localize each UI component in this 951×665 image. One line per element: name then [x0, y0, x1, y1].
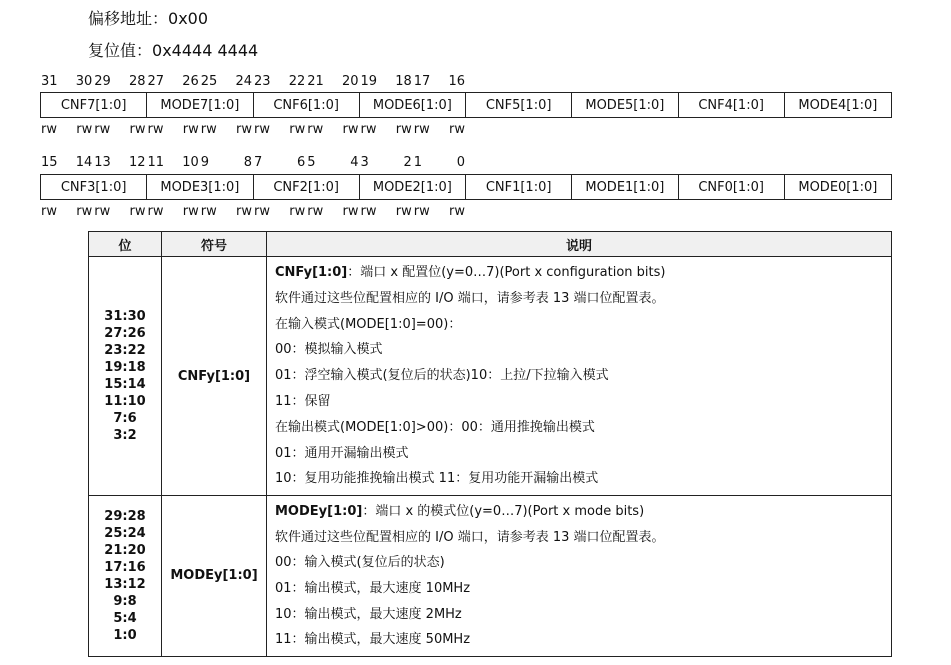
symbol-cell: CNFy[1:0]	[162, 257, 267, 496]
bit-range: 5:4	[113, 610, 137, 626]
bit-number: 9	[200, 155, 210, 170]
bit-number: 28	[128, 74, 146, 89]
bit-number: 16	[448, 74, 465, 89]
bit-range: 31:30	[104, 309, 146, 325]
bit-number: 11	[147, 155, 165, 170]
header-bits: 位	[89, 232, 162, 257]
description-line: 软件通过这些位配置相应的 I/O 端口，请参考表 13 端口位配置表。	[275, 290, 665, 306]
bit-number: 26	[182, 74, 199, 89]
lower-bit-numbers	[40, 155, 892, 170]
register-field: CNF1[1:0]	[466, 175, 572, 199]
header-symbol: 符号	[162, 232, 267, 257]
bit-range: 23:22	[104, 343, 146, 359]
bit-number: 6	[296, 155, 306, 170]
lower-access-row	[40, 204, 892, 219]
bit-number: 24	[235, 74, 252, 89]
description-line: 在输出模式(MODE[1:0]>00)：00：通用推挽输出模式	[275, 419, 595, 435]
access-type: rw	[182, 204, 199, 219]
bit-number: 13	[94, 155, 111, 170]
bit-number: 18	[395, 74, 412, 89]
register-field: MODE7[1:0]	[147, 93, 253, 117]
reset-value	[88, 38, 258, 61]
access-type: rw	[41, 204, 57, 219]
table-row	[89, 257, 892, 496]
bits-cell	[89, 257, 162, 496]
access-type: rw	[147, 122, 164, 137]
bit-number: 23	[254, 74, 271, 89]
reset-value-text: 0x4444 4444	[152, 41, 259, 60]
description-line: 10：输出模式，最大速度 2MHz	[275, 606, 462, 622]
access-type: rw	[360, 204, 377, 219]
bits-cell	[89, 496, 162, 657]
offset-address	[88, 6, 208, 29]
access-type: rw	[76, 204, 93, 219]
access-type: rw	[254, 122, 270, 137]
access-type: rw	[236, 204, 252, 219]
access-type: rw	[182, 122, 199, 137]
description-title: CNFy[1:0]	[275, 265, 348, 280]
access-type: rw	[129, 204, 146, 219]
offset-value: 0x00	[168, 9, 209, 28]
register-field: MODE2[1:0]	[360, 175, 466, 199]
bit-number: 27	[147, 74, 165, 89]
bit-range: 29:28	[104, 508, 146, 524]
bit-number: 25	[200, 74, 218, 89]
bit-range: 3:2	[113, 428, 137, 444]
bit-number: 5	[307, 155, 316, 170]
bit-number: 8	[243, 155, 252, 170]
bit-number: 4	[350, 155, 359, 170]
description-line: MODEy[1:0]：端口 x 的模式位(y=0…7)(Port x mode bits)	[275, 504, 645, 520]
upper-register-fields	[40, 92, 892, 118]
description-line: 11：输出模式，最大速度 50MHz	[275, 632, 471, 648]
access-type: rw	[395, 122, 412, 137]
bit-range: 19:18	[104, 360, 146, 376]
header-description: 说明	[267, 232, 892, 257]
bit-number: 12	[128, 155, 146, 170]
bit-number: 10	[182, 155, 199, 170]
bit-number: 2	[403, 155, 412, 170]
bit-range: 15:14	[104, 377, 146, 393]
access-type: rw	[307, 122, 324, 137]
access-type: rw	[342, 122, 359, 137]
bit-range: 1:0	[113, 627, 137, 643]
access-type: rw	[289, 122, 306, 137]
access-type: rw	[254, 204, 270, 219]
upper-access-row	[40, 122, 892, 137]
register-field: CNF2[1:0]	[254, 175, 360, 199]
bit-number: 1	[413, 155, 423, 170]
access-type: rw	[449, 122, 465, 137]
description-line: 软件通过这些位配置相应的 I/O 端口，请参考表 13 端口位配置表。	[275, 529, 665, 545]
bit-range: 27:26	[104, 326, 146, 342]
table-header-row	[89, 232, 892, 257]
register-field: MODE3[1:0]	[147, 175, 253, 199]
bit-number: 30	[75, 74, 93, 89]
access-type: rw	[200, 204, 217, 219]
access-type: rw	[76, 122, 93, 137]
bit-number: 0	[456, 155, 465, 170]
reset-label: 复位值：	[88, 41, 153, 60]
register-field: MODE4[1:0]	[798, 97, 878, 113]
description-line: 11：保留	[275, 393, 331, 409]
description-line: 01：浮空输入模式(复位后的状态)10：上拉/下拉输入模式	[275, 368, 609, 384]
bit-number: 21	[307, 74, 324, 89]
register-field: CNF5[1:0]	[466, 93, 572, 117]
bit-range: 9:8	[113, 593, 137, 609]
access-type: rw	[41, 122, 57, 137]
access-type: rw	[413, 204, 430, 219]
bit-number: 20	[341, 74, 359, 89]
bit-number: 22	[288, 74, 306, 89]
access-type: rw	[360, 122, 377, 137]
bit-number: 15	[41, 155, 58, 170]
access-type: rw	[94, 204, 111, 219]
bit-number: 17	[413, 74, 431, 89]
access-type: rw	[129, 122, 146, 137]
description-line: CNFy[1:0]：端口 x 配置位(y=0…7)(Port x configuration bits)	[275, 265, 666, 280]
bit-number: 29	[94, 74, 111, 89]
register-field: CNF7[1:0]	[41, 93, 147, 117]
bit-number: 3	[360, 155, 369, 170]
access-type: rw	[289, 204, 306, 219]
description-line: 10：复用功能推挽输出模式 11：复用功能开漏输出模式	[275, 471, 599, 487]
register-field: CNF0[1:0]	[679, 175, 785, 199]
access-type: rw	[395, 204, 412, 219]
table-row	[89, 496, 892, 657]
access-type: rw	[94, 122, 111, 137]
bit-range: 25:24	[104, 525, 146, 541]
register-field: MODE5[1:0]	[572, 93, 678, 117]
access-type: rw	[147, 204, 164, 219]
bit-range: 13:12	[104, 576, 146, 592]
access-type: rw	[236, 122, 252, 137]
access-type: rw	[307, 204, 324, 219]
bit-range: 21:20	[104, 542, 146, 558]
description-cell	[267, 496, 892, 657]
access-type: rw	[342, 204, 359, 219]
register-field: MODE6[1:0]	[360, 93, 466, 117]
description-line: 01：通用开漏输出模式	[275, 445, 409, 461]
symbol-cell: MODEy[1:0]	[162, 496, 267, 657]
register-field: MODE0[1:0]	[798, 179, 878, 195]
bit-range: 17:16	[104, 559, 146, 575]
register-field: CNF6[1:0]	[254, 93, 360, 117]
bit-description-table	[88, 231, 892, 657]
register-field: CNF3[1:0]	[41, 175, 147, 199]
access-type: rw	[449, 204, 465, 219]
bit-number: 7	[254, 155, 263, 170]
description-line: 00：模拟输入模式	[275, 342, 383, 358]
offset-label: 偏移地址：	[88, 9, 169, 28]
description-line: 01：输出模式，最大速度 10MHz	[275, 580, 471, 596]
register-field: CNF4[1:0]	[679, 93, 785, 117]
description-line: 00：输入模式(复位后的状态)	[275, 555, 445, 571]
bit-number: 31	[41, 74, 58, 89]
bit-range: 11:10	[104, 394, 146, 410]
register-field: MODE1[1:0]	[572, 175, 678, 199]
access-type: rw	[413, 122, 430, 137]
bit-range: 7:6	[113, 411, 137, 427]
bit-number: 14	[75, 155, 93, 170]
access-type: rw	[200, 122, 217, 137]
description-title: MODEy[1:0]	[275, 504, 363, 520]
lower-register-fields	[40, 174, 892, 200]
description-line: 在输入模式(MODE[1:0]=00)：	[275, 316, 462, 332]
upper-bit-numbers	[40, 74, 892, 89]
bit-number: 19	[360, 74, 378, 89]
description-cell	[267, 257, 892, 496]
